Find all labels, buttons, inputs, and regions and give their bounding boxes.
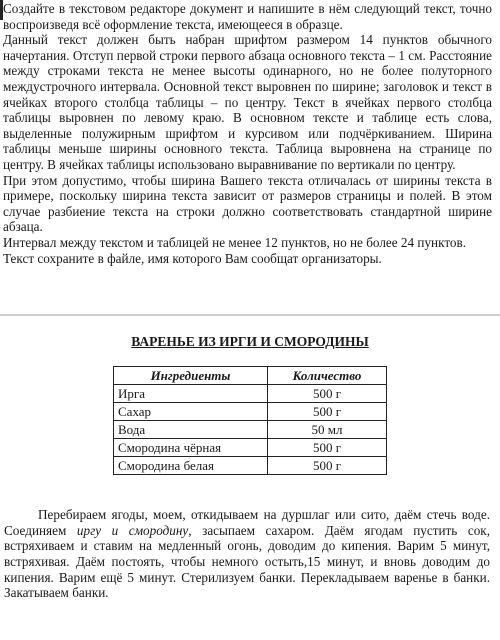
column-header-ingredients: Ингредиенты (114, 367, 268, 385)
task-instructions (3, 1, 492, 266)
instruction-paragraph: Текст сохраните в файле, имя которого Вам сообщат организаторы. (3, 250, 382, 266)
ingredient-quantity: 500 г (268, 403, 387, 421)
recipe-text-part: , засыпаем сахаром. Даём ягодам пустить сок, встряхиваем и ставим на медленный огонь, доводим до кипения. Варим 5 минут, встряхивая. Даём постоять, чтобы немного остыть,15 минут, и вновь доводим до кипения. Варим ещё 5 минут. Стерилизуем банки. Перекладываем варенье в банки. Закатываем банки. (4, 522, 490, 601)
column-header-quantity: Количество (268, 367, 387, 385)
table-header-row (114, 367, 387, 385)
section-divider (0, 314, 500, 316)
table-row (114, 385, 387, 403)
instruction-paragraph: Создайте в текстовом редакторе документ и напишите в нём следующий текст, точно воспроизведя всё оформление текста, имеющееся в образце. (3, 1, 492, 32)
table-row (114, 403, 387, 421)
ingredient-name: Сахар (114, 403, 268, 421)
ingredient-name: Ирга (114, 385, 268, 403)
table-row (114, 439, 387, 457)
recipe-instructions (4, 507, 490, 601)
recipe-text-italic: иргу и смородину (76, 522, 189, 538)
ingredient-name: Смородина белая (114, 457, 268, 475)
instruction-paragraph: Данный текст должен быть набран шрифтом размером 14 пунктов обычного начертания. Отступ первой строки первого абзаца основного текста – 1 см. Расстояние между строками текста не менее высоты одинарного, но не более полуторного междустрочного интервала. Основной текст выровнен по ширине; заголовок и текст в ячейках второго столбца таблицы – по центру. Текст в ячейках первого столбца таблицы выровнен по левому краю. В основном тексте и таблице есть слова, выделенные полужирным шрифтом и курсивом или подчёркиванием. Ширина таблицы меньше ширины основного текста. Таблица выровнена на странице по центру. В ячейках таблицы использовано выравнивание по вертикали по центру. (3, 32, 492, 172)
table-row (114, 421, 387, 439)
ingredients-table (113, 366, 387, 475)
ingredient-name: Вода (114, 421, 268, 439)
ingredient-quantity: 500 г (268, 457, 387, 475)
instruction-paragraph: При этом допустимо, чтобы ширина Вашего текста отличалась от ширины текста в примере, поскольку ширина текста зависит от размеров страницы и полей. В этом случае разбиение текста на строки должно соответствовать стандартной ширине абзаца. (3, 172, 492, 235)
ingredient-name: Смородина чёрная (114, 439, 268, 457)
ingredient-quantity: 500 г (268, 385, 387, 403)
table-row (114, 457, 387, 475)
ingredient-quantity: 50 мл (268, 421, 387, 439)
instruction-paragraph: Интервал между текстом и таблицей не менее 12 пунктов, но не более 24 пунктов. (3, 234, 467, 250)
recipe-title: ВАРЕНЬЕ ИЗ ИРГИ И СМОРОДИНЫ (131, 334, 369, 349)
recipe-text-part: Перебираем ягоды, моем, откидываем на дуршлаг или сито, даём стечь воде. Соединяем (4, 507, 490, 538)
ingredient-quantity: 500 г (268, 439, 387, 457)
